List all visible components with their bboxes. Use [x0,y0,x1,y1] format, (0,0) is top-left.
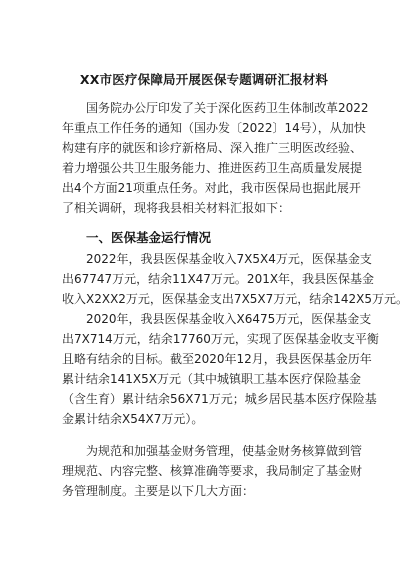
paragraph-line: 出4个方面21项重点任务。对此，我市医保局也据此展开 [62,181,361,195]
paragraph-line: 且略有结余的目标。截至2020年12月，我县医保基金历年 [62,352,372,366]
intro-paragraph [62,98,369,218]
fund-management-paragraph [62,441,363,501]
paragraph-line: 着力增强公共卫生服务能力、推进医药卫生高质量发展提 [62,161,363,175]
paragraph-line: （含生育）累计结余56X71万元；城乡居民基本医疗保险基 [62,392,377,406]
paragraph-line: 构建有序的就医和诊疗新格局、深入推广三明医改经验、 [62,141,363,155]
paragraph-line: 出67747万元，结余11X47万元。201X年，我县医保基金 [62,272,375,286]
paragraph-line: 国务院办公厅印发了关于深化医药卫生体制改革2022 [86,101,369,115]
paragraph-line: 年重点工作任务的通知（国办发〔2022〕14号），从加快 [62,121,366,135]
paragraph-line: 务管理制度。主要是以下几大方面： [62,484,255,498]
paragraph-line: 2020年，我县医保基金收入X6475万元，医保基金支 [86,312,372,326]
paragraph-line: 2022年，我县医保基金收入7X5X4万元，医保基金支 [86,252,372,266]
fund-operation-paragraph [62,249,408,429]
paragraph-line: 收入X2XX2万元，医保基金支出7X5X7万元，结余142X5万元。 [62,292,408,306]
section-heading: 一、医保基金运行情况 [86,230,212,245]
paragraph-line: 累计结余141X5X万元（其中城镇职工基本医疗保险基金 [62,372,361,386]
paragraph-line: 出7X714万元，结余17760万元，实现了医保基金收支平衡 [62,332,379,346]
paragraph-line: 金累计结余X54X7万元）。 [62,412,204,426]
document-title: XX市医疗保障局开展医保专题调研汇报材料 [79,72,329,87]
paragraph-line: 理规范、内容完整、核算准确等要求，我局制定了基金财 [62,464,363,478]
paragraph-line: 了相关调研，现将我县相关材料汇报如下： [62,201,291,215]
paragraph-line: 为规范和加强基金财务管理，使基金财务核算做到管 [86,444,363,458]
